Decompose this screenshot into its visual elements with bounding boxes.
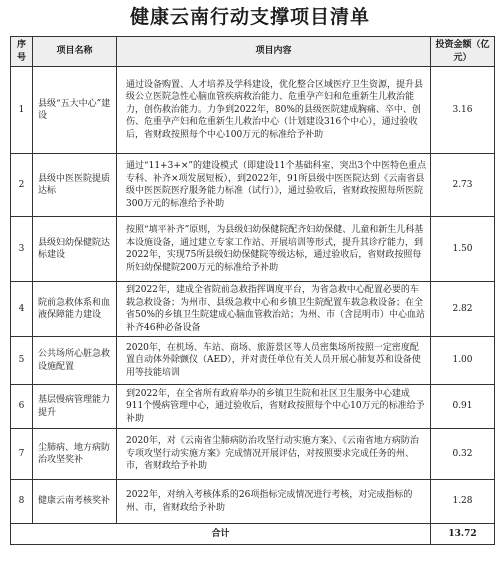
row-name: 院前急救体系和血液保障能力建设: [33, 282, 117, 337]
table-row: [11, 337, 495, 385]
row-name: 基层慢病管理能力提升: [33, 385, 117, 429]
row-name: 健康云南考核奖补: [33, 480, 117, 524]
row-amount: 0.32: [431, 429, 495, 480]
table-row: [11, 282, 495, 337]
row-content: 按照“填平补齐”原则，为县级妇幼保健院配齐妇幼保健、儿童和新生儿科基本设施设备，通过建立专家工作站、开展培训等形式，提升其诊疗能力，到2022年，实现75所县级妇幼保健院等级达标，通过验收后，省财政按照每所妇幼保健院200万元的标准给予补助: [117, 217, 431, 282]
total-row: [11, 524, 495, 545]
document-title: 健康云南行动支撑项目清单: [129, 6, 370, 28]
table-header-row: [11, 37, 495, 67]
row-num: 8: [11, 480, 33, 524]
table-row: [11, 429, 495, 480]
row-num: 5: [11, 337, 33, 385]
row-name: 县级中医医院提质达标: [33, 154, 117, 217]
table-row: [11, 385, 495, 429]
row-num: 3: [11, 217, 33, 282]
row-content: 2020年，在机场、车站、商场、旅游景区等人员密集场所按照一定密度配置自动体外除颤仪（AED），并对责任单位有关人员开展心肺复苏和设备使用等技能培训: [117, 337, 431, 385]
table-row: [11, 154, 495, 217]
row-content: 2020年，对《云南省尘肺病防治攻坚行动实施方案》、《云南省地方病防治专项攻坚行动实施方案》完成情况开展评估，对按照要求完成任务的州、市，省财政给予补助: [117, 429, 431, 480]
table-row: [11, 480, 495, 524]
header-num: 序号: [11, 37, 33, 67]
row-content: 通过设备购置、人才培养及学科建设，优化整合区域医疗卫生资源，提升县级公立医院急性心脑血管疾病救治能力、危重孕产妇和危重新生儿救治能力，创伤救治能力。力争到2022年，80%的县级医院建成胸痛、卒中、创伤、危重孕产妇和危重新生儿救治中心（计划建设316个中心），通过验收后，省财政按照每个中心100万元的标准给予补助: [117, 67, 431, 154]
row-num: 2: [11, 154, 33, 217]
row-amount: 1.28: [431, 480, 495, 524]
row-content: 到2022年，在全省所有政府举办的乡镇卫生院和社区卫生服务中心建成911个慢病管理中心，通过验收后，省财政按照每个中心10万元的标准给予补助: [117, 385, 431, 429]
total-label: 合计: [11, 524, 431, 545]
row-content: 2022年，对纳入考核体系的26项指标完成情况进行考核，对完成指标的州、市，省财政给予补助: [117, 480, 431, 524]
row-amount: 2.73: [431, 154, 495, 217]
row-amount: 1.00: [431, 337, 495, 385]
table-row: [11, 67, 495, 154]
header-amount: 投资金额（亿元）: [431, 37, 495, 67]
row-name: 尘肺病、地方病防治攻坚奖补: [33, 429, 117, 480]
row-name: 县级妇幼保健院达标建设: [33, 217, 117, 282]
table-row: [11, 217, 495, 282]
row-amount: 1.50: [431, 217, 495, 282]
row-content: 通过“11+3+×”的建设模式（即建设11个基础科室、突出3个中医特色重点专科、补齐×项发展短板），到2022年，91所县级中医医院达到《云南省县级中医医院医疗服务能力标准（试行）》，通过验收后，省财政按照每所医院300万元的标准给予补助: [117, 154, 431, 217]
row-content: 到2022年，建成全省院前急救指挥调度平台，为省急救中心配置必要的车载急救设备；为州市、县级急救中心和乡镇卫生院配置车载急救设备；在全省50%的乡镇卫生院建成心脑血管救治站；为州、市（含昆明市）中心血站补齐46种必备设备: [117, 282, 431, 337]
row-num: 7: [11, 429, 33, 480]
project-table: [10, 36, 495, 545]
total-amount: 13.72: [431, 524, 495, 545]
row-num: 4: [11, 282, 33, 337]
row-name: 公共场所心脏急救设施配置: [33, 337, 117, 385]
row-num: 1: [11, 67, 33, 154]
row-name: 县级“五大中心”建设: [33, 67, 117, 154]
header-name: 项目名称: [33, 37, 117, 67]
row-amount: 0.91: [431, 385, 495, 429]
row-num: 6: [11, 385, 33, 429]
header-content: 项目内容: [117, 37, 431, 67]
row-amount: 3.16: [431, 67, 495, 154]
row-amount: 2.82: [431, 282, 495, 337]
